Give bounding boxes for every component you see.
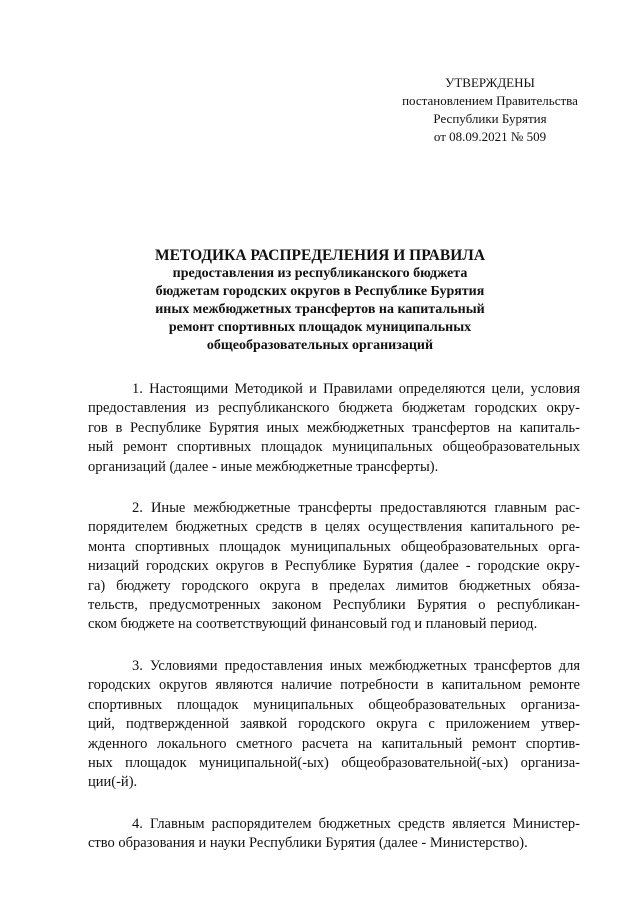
paragraph-line: предоставления из республиканского бюджета бюджетам городских окру- (88, 400, 580, 417)
paragraph-line: ском бюджете на соответствующий финансовый год и плановый период. (88, 616, 538, 633)
paragraph-line: тельств, предусмотренных законом Республики Бурятия о республикан- (88, 597, 580, 614)
paragraph-line: 4. Главным распорядителем бюджетных средств является Министер- (132, 815, 580, 832)
document-subtitle-line: предоставления из республиканского бюджета (172, 266, 468, 281)
paragraph-line: организаций (далее - иные межбюджетные трансферты). (88, 458, 439, 475)
paragraph-line: ции(-й). (88, 774, 138, 791)
paragraph-line: 3. Условиями предоставления иных межбюджетных трансфертов для (132, 657, 580, 674)
paragraph-1 (88, 380, 580, 477)
document-subtitle-line: бюджетам городских округов в Республике Бурятия (155, 284, 485, 299)
document-subtitle-line: общеобразовательных организаций (206, 338, 434, 353)
approval-heading: УТВЕРЖДЕНЫ (445, 75, 535, 90)
approval-date: от 08.09.2021 № 509 (433, 129, 547, 144)
document-main-title: МЕТОДИКА РАСПРЕДЕЛЕНИЯ И ПРАВИЛА (154, 247, 486, 264)
paragraph-3 (88, 657, 580, 793)
paragraph-line: ных площадок муниципальной(-ых) общеобразовательной(-ых) организа- (88, 754, 580, 771)
paragraph-line: порядителем бюджетных средств в целях осуществления капитального ре- (88, 519, 580, 536)
document-title (100, 246, 540, 355)
approval-region: Республики Бурятия (433, 111, 547, 126)
paragraph-line: 1. Настоящими Методикой и Правилами определяются цели, условия (132, 381, 580, 397)
paragraph-line: 2. Иные межбюджетные трансферты предоставляются главным рас- (132, 500, 580, 517)
paragraph-line: спортивных площадок муниципальных общеобразовательных организа- (88, 696, 580, 713)
document-subtitle-line: иных межбюджетных трансфертов на капитальный (155, 302, 485, 317)
paragraph-line: монта спортивных площадок муниципальных общеобразовательных орга- (88, 538, 580, 555)
paragraph-line: низаций городских округов в Республике Бурятия (далее - городские окру- (88, 558, 580, 575)
paragraph-line: гов в Республике Бурятия иных межбюджетных трансфертов на капиталь- (88, 419, 580, 436)
approval-authority: постановлением Правительства (402, 93, 578, 108)
document-subtitle-line: ремонт спортивных площадок муниципальных (168, 320, 472, 335)
paragraph-4 (88, 815, 580, 854)
paragraph-line: городских округов являются наличие потребности в капитальном ремонте (88, 677, 580, 694)
paragraph-2 (88, 499, 580, 635)
paragraph-line: ство образования и науки Республики Бурятия (далее - Министерство). (88, 835, 528, 852)
paragraph-line: жденного локального сметного расчета на капитальный ремонт спортив- (88, 735, 580, 752)
paragraph-line: ций, подтвержденной заявкой городского округа с приложением утвер- (88, 716, 580, 733)
document-body (88, 380, 580, 876)
approval-stamp (380, 74, 600, 146)
paragraph-line: ный ремонт спортивных площадок муниципальных общеобразовательных (88, 439, 580, 456)
paragraph-line: га) бюджету городского округа в пределах лимитов бюджетных обяза- (88, 577, 580, 594)
